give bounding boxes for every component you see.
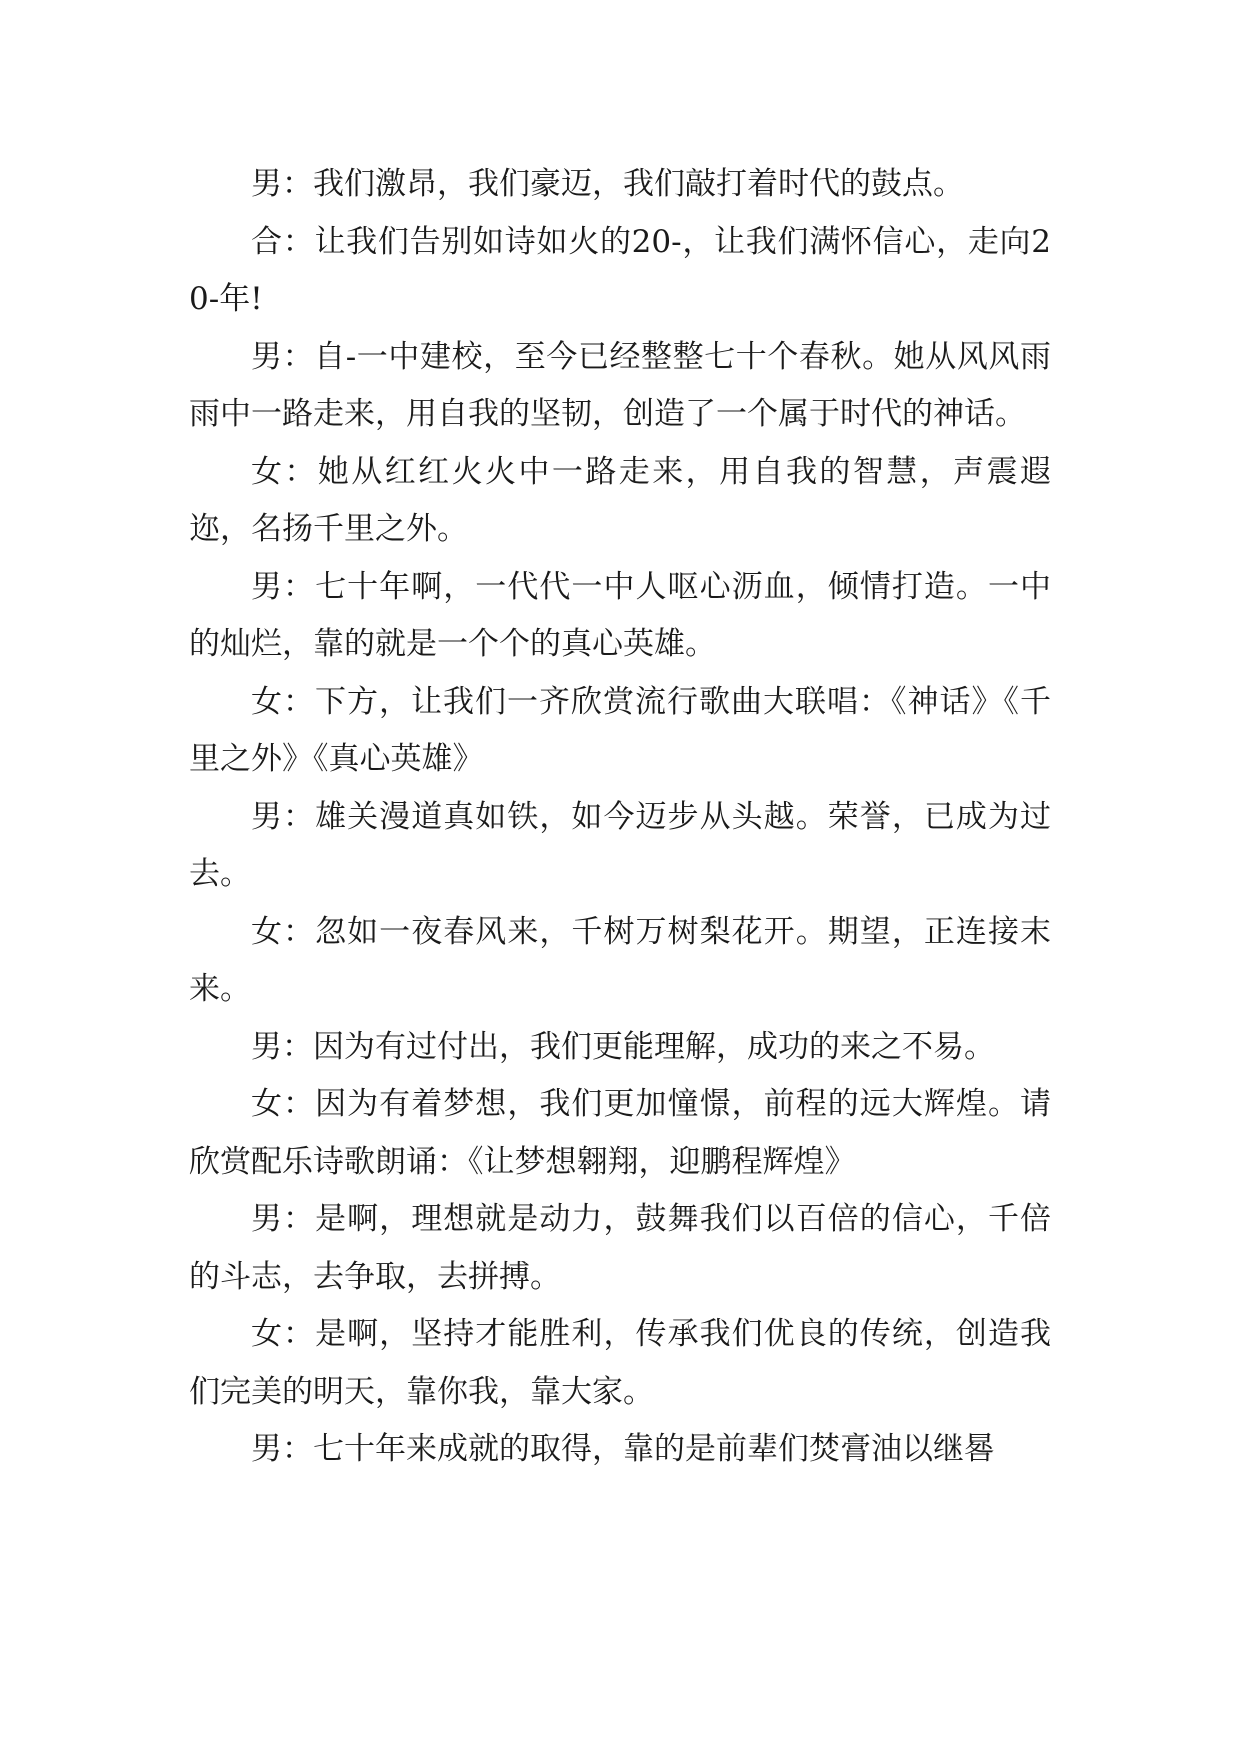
paragraph: 男：我们激昂，我们豪迈，我们敲打着时代的鼓点。 [251, 166, 964, 202]
paragraph: 女：因为有着梦想，我们更加憧憬，前程的远大辉煌。请欣赏配乐诗歌朗诵：《让梦想翱翔，迎鹏程辉煌》 [189, 1086, 1051, 1180]
paragraph: 男：是啊，理想就是动力，鼓舞我们以百倍的信心，千倍的斗志，去争取，去拼搏。 [189, 1201, 1051, 1295]
paragraph: 女：下方，让我们一齐欣赏流行歌曲大联唱：《神话》《千里之外》《真心英雄》 [189, 683, 1051, 777]
paragraph: 男：七十年啊，一代代一中人呕心沥血，倾情打造。一中的灿烂，靠的就是一个个的真心英雄。 [189, 568, 1051, 662]
paragraph: 合：让我们告别如诗如火的20-，让我们满怀信心，走向20-年! [189, 223, 1051, 317]
paragraph: 男：因为有过付出，我们更能理解，成功的来之不易。 [251, 1028, 995, 1065]
paragraph: 男：七十年来成就的取得，靠的是前辈们焚膏油以继晷 [251, 1431, 995, 1467]
paragraph: 男：雄关漫道真如铁，如今迈步从头越。荣誉，已成为过去。 [189, 798, 1051, 892]
document-body [189, 156, 1051, 1479]
paragraph: 女：她从红红火火中一路走来，用自我的智慧，声震遐迩，名扬千里之外。 [189, 453, 1051, 547]
paragraph: 女：是啊，坚持才能胜利，传承我们优良的传统，创造我们完美的明天，靠你我，靠大家。 [189, 1316, 1051, 1410]
paragraph: 男：自-一中建校，至今已经整整七十个春秋。她从风风雨雨中一路走来，用自我的坚韧，创造了一个属于时代的神话。 [189, 338, 1051, 432]
paragraph: 女：忽如一夜春风来，千树万树梨花开。期望，正连接末来。 [189, 913, 1051, 1007]
